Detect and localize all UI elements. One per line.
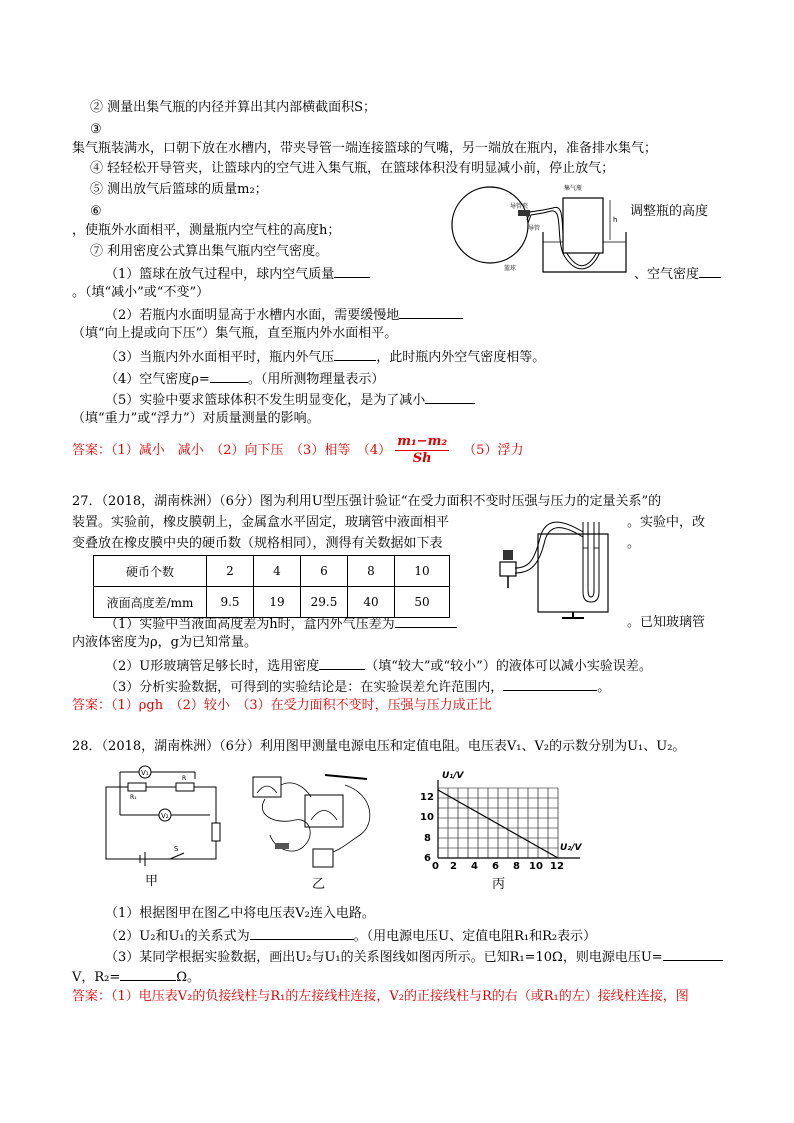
caption-a: 甲 xyxy=(145,874,159,889)
q27-p1-cont: 内液体密度为ρ，g为已知常量。 xyxy=(72,635,257,650)
q26-step3-num: ③ xyxy=(90,122,102,137)
q26-step4: ④ 轻轻松开导管夹，让篮球内的空气进入集气瓶，在篮球体积没有明显减小前，停止放气； xyxy=(90,161,615,176)
svg-text:S: S xyxy=(174,845,179,853)
v1-device xyxy=(253,777,281,797)
x-tick-label: 2 xyxy=(450,861,457,872)
table-row xyxy=(94,556,450,587)
q27-answer: 答案：（1）ρgh （2）较小 （3）在受力面积不变时，压强与压力成正比 xyxy=(72,698,492,713)
q27-line2: 装置。实验前，橡皮膜朝上，金属盒水平固定，玻璃管中液面相平 xyxy=(72,515,450,530)
q27-line3: 变叠放在橡皮膜中央的硬币数（规格相同），测得有关数据如下表 xyxy=(72,536,443,551)
q28-p3-tail: V，R₂= Ω。 xyxy=(72,967,200,987)
q28-p1: （1）根据图甲在图乙中将电压表V₂连入电路。 xyxy=(105,906,375,921)
q26-answer: 答案：（1）减小 减小 （2）向下压 （3）相等 （4） $\frac{\text{m₁−m₂}}{Sh}$ （5）浮力 xyxy=(72,434,524,466)
metal-box-shape xyxy=(500,562,516,576)
q27-line2-tail: 。实验中，改 xyxy=(627,515,706,530)
r-rheostat xyxy=(176,783,194,791)
table-head: 液面高度差/mm xyxy=(94,587,207,618)
svg-text:R₁: R₁ xyxy=(130,794,137,801)
q28-p3: （3）某同学根据实验数据，画出U₂与U₁的关系图线如图丙所示。已知R₁=10Ω，则电源电压U= xyxy=(105,947,723,967)
battery-device xyxy=(313,849,333,867)
q26-step7: ⑦ 利用密度公式算出集气瓶内空气密度。 xyxy=(90,244,329,259)
circuit-diagram-a xyxy=(100,765,230,865)
q26-step6-num: ⑥ xyxy=(90,204,102,219)
q27-line1: 27．（2018，湖南株洲）（6分）图为利用U型压强计验证“在受力面积不变时压强与压力的定量关系”的 xyxy=(72,494,662,509)
svg-text:V₂: V₂ xyxy=(161,812,169,820)
q26-p5-tail: （填“重力”或“浮力”）对质量测量的影响。 xyxy=(72,411,320,426)
h-label: h xyxy=(613,216,618,224)
q26-p2-tail: （填“向上提或向下压”）集气瓶，直至瓶内外水面相平。 xyxy=(72,326,398,341)
table-row xyxy=(94,587,450,618)
q26-step6-text: ，使瓶外水面相平，测量瓶内空气柱的高度h； xyxy=(72,223,341,238)
caption-b: 乙 xyxy=(312,877,326,892)
q26-p1: （1）篮球在放气过程中，球内空气质量 xyxy=(105,264,370,284)
switch-device xyxy=(275,843,289,849)
q26-step6-side: 调整瓶的高度 xyxy=(630,204,709,219)
table-cell: 19 xyxy=(254,587,301,618)
table-head: 硬币个数 xyxy=(94,556,207,587)
clamp-label: 导管夹 xyxy=(510,203,529,210)
ball-label: 篮球 xyxy=(504,265,517,272)
clamp-shape xyxy=(518,210,530,216)
q26-p3: （3）当瓶内外水面相平时，瓶内外气压 ，此时瓶内外空气密度相等。 xyxy=(105,347,545,367)
q27-p3: （3）分析实验数据，可得到的实验结论是：在实验误差允许范围内， 。 xyxy=(105,677,610,697)
q26-p1-density: 、空气密度 xyxy=(634,264,721,284)
q26-p2: （2）若瓶内水面明显高于水槽内水面，需要缓慢地 xyxy=(105,305,463,325)
q26-step2: ② 测量出集气瓶的内径并算出其内部横截面积S； xyxy=(90,100,377,115)
q28-p2: （2）U₂和U₁的关系式为 。（用电源电压U、定值电阻R₁和R₂表示） xyxy=(105,926,596,946)
table-cell: 50 xyxy=(395,587,450,618)
coins-shape xyxy=(503,550,513,560)
y-tick-label: 8 xyxy=(424,833,431,844)
r2-resistor xyxy=(212,823,220,841)
y-tick-label: 12 xyxy=(420,792,434,803)
gas-jar-shape xyxy=(563,198,603,253)
y-tick-label: 6 xyxy=(424,853,431,864)
x-tick-label: 12 xyxy=(550,861,564,872)
x-tick-label: 8 xyxy=(513,861,520,872)
table-cell: 2 xyxy=(207,556,254,587)
r1-resistor xyxy=(128,783,146,791)
table-cell: 8 xyxy=(348,556,395,587)
q26-step3-text: 集气瓶装满水，口朝下放在水槽内，带夹导管一端连接篮球的气嘴，另一端放在瓶内，准备排水集气； xyxy=(72,141,658,156)
circuit-photo-b xyxy=(245,765,385,875)
y-tick-label: 10 xyxy=(420,812,434,823)
jar-label: 集气瓶 xyxy=(564,185,583,192)
svg-text:V₁: V₁ xyxy=(141,769,149,777)
tube-label: 导管 xyxy=(528,225,541,232)
table-cell: 4 xyxy=(254,556,301,587)
v2-device xyxy=(305,795,343,827)
coin-data-table xyxy=(93,555,450,618)
table-cell: 40 xyxy=(348,587,395,618)
svg-text:R: R xyxy=(182,775,187,782)
x-tick-label: 6 xyxy=(492,861,499,872)
q26-p5: （5）实验中要求篮球体积不发生明显变化，是为了减小 xyxy=(105,390,475,410)
q27-p1-tail: 。已知玻璃管 xyxy=(627,615,706,630)
u1-u2-graph xyxy=(410,770,595,875)
rheostat-device xyxy=(325,775,367,779)
q27-line3-tail: 。 xyxy=(627,536,641,551)
table-cell: 6 xyxy=(301,556,348,587)
q26-p1-tail: 。（填“减小”或“不变”） xyxy=(72,285,210,300)
table-cell: 10 xyxy=(395,556,450,587)
q27-p1: （1）实验中当液面高度差为h时，盒内外气压差为 xyxy=(105,614,457,634)
q26-step5: ⑤ 测出放气后篮球的质量m₂； xyxy=(90,182,268,197)
x-tick-label: 4 xyxy=(471,861,478,872)
basketball-apparatus-figure xyxy=(448,180,628,280)
q28-answer: 答案：（1）电压表V₂的负接线柱与R₁的左接线柱连接，V₂的正接线柱与R的右（或R₁的左）接线柱连接，图 xyxy=(72,989,689,1004)
x-tick-label: 0 xyxy=(432,861,439,872)
caption-c: 丙 xyxy=(492,877,506,892)
answer-fraction: $\frac{\text{m₁−m₂}}{Sh}$ xyxy=(397,434,448,466)
q28-line1: 28．（2018，湖南株洲）（6分）利用图甲测量电源电压和定值电阻。电压表V₁、V₂的示数分别为U₁、U₂。 xyxy=(72,739,686,754)
table-cell: 29.5 xyxy=(301,587,348,618)
q27-p2: （2）U形玻璃管足够长时，选用密度 （填“较大”或“较小”）的液体可以减小实验误差。 xyxy=(105,656,652,676)
x-tick-label: 10 xyxy=(529,861,543,872)
basketball-shape xyxy=(452,187,528,263)
graph-ylabel: U₁/V xyxy=(442,771,464,781)
q26-p4: （4）空气密度ρ= 。（用所测物理量表示） xyxy=(105,369,384,389)
u-tube-manometer-figure xyxy=(490,518,630,622)
table-cell: 9.5 xyxy=(207,587,254,618)
graph-xlabel: U₂/V xyxy=(560,843,582,853)
